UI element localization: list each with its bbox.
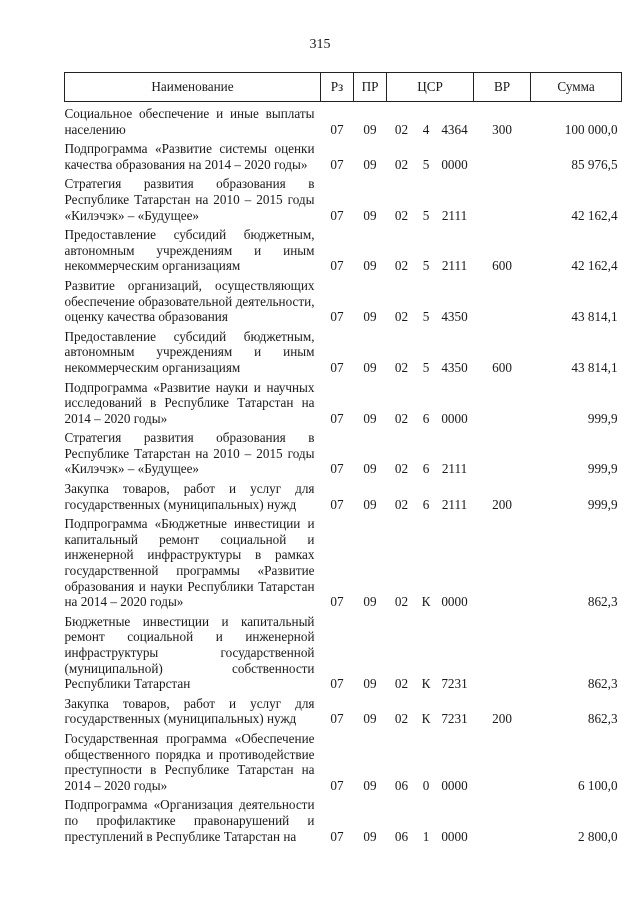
row-rz: 07 xyxy=(330,828,344,844)
row-csr-program: 02 xyxy=(394,258,409,274)
row-vr: 200 xyxy=(492,496,512,512)
table-row xyxy=(65,477,622,512)
row-name: Закупка товаров, работ и услуг для государственных (муниципальных) нужд xyxy=(64,695,315,727)
row-sum: 42 162,4 xyxy=(571,207,618,223)
row-sum: 862,3 xyxy=(587,594,618,610)
table-row xyxy=(65,137,622,172)
row-pr: 09 xyxy=(363,309,377,325)
row-csr-subprogram: К xyxy=(421,676,431,692)
row-csr-code: 4350 xyxy=(441,359,468,375)
row-csr-program: 02 xyxy=(394,359,409,375)
row-name: Социальное обеспечение и иные выплаты населению xyxy=(64,106,315,137)
row-rz: 07 xyxy=(330,410,344,426)
row-name: Предоставление субсидий бюджетным, автономным учреждениям и иным некоммерческим организациям xyxy=(64,328,315,375)
table-row xyxy=(65,793,622,844)
row-csr-code: 0000 xyxy=(441,410,468,426)
row-csr-subprogram: К xyxy=(421,711,431,727)
row-vr: 600 xyxy=(492,359,512,375)
table-header-row xyxy=(65,73,622,102)
header-sum: Сумма xyxy=(531,73,622,102)
row-sum: 43 814,1 xyxy=(571,359,618,375)
row-vr: 200 xyxy=(492,711,512,727)
table-row xyxy=(65,325,622,376)
table-row xyxy=(65,512,622,610)
row-csr-program: 06 xyxy=(394,777,409,793)
row-sum: 862,3 xyxy=(587,676,618,692)
row-sum: 6 100,0 xyxy=(577,777,618,793)
row-rz: 07 xyxy=(330,309,344,325)
row-pr: 09 xyxy=(363,461,377,477)
header-pr: ПР xyxy=(354,73,387,102)
row-csr-program: 02 xyxy=(394,676,409,692)
row-name: Предоставление субсидий бюджетным, автономным учреждениям и иным некоммерческим организациям xyxy=(64,227,315,274)
row-name: Подпрограмма «Организация деятельности по профилактике правонарушений и преступлений в Республике Татарстан на xyxy=(64,797,315,844)
row-pr: 09 xyxy=(363,711,377,727)
budget-table xyxy=(64,72,622,844)
row-rz: 07 xyxy=(330,359,344,375)
row-rz: 07 xyxy=(330,461,344,477)
row-rz: 07 xyxy=(330,711,344,727)
row-name: Развитие организаций, осуществляющих обеспечение образовательной деятельности, оценку качества образования xyxy=(64,277,315,325)
row-vr xyxy=(474,610,531,692)
row-pr: 09 xyxy=(363,121,377,137)
row-sum: 100 000,0 xyxy=(564,121,618,137)
row-sum: 43 814,1 xyxy=(571,309,618,325)
row-pr: 09 xyxy=(363,207,377,223)
row-pr: 09 xyxy=(363,828,377,844)
row-csr-code: 4364 xyxy=(441,121,468,137)
row-csr-subprogram: 6 xyxy=(422,496,430,512)
row-csr-subprogram: 6 xyxy=(422,410,430,426)
row-csr-program: 02 xyxy=(394,156,409,172)
row-csr-code: 0000 xyxy=(441,594,468,610)
row-vr: 300 xyxy=(492,121,512,137)
row-rz: 07 xyxy=(330,207,344,223)
table-body xyxy=(65,102,622,845)
row-csr-subprogram: К xyxy=(421,594,431,610)
row-pr: 09 xyxy=(363,410,377,426)
header-vr: ВР xyxy=(474,73,531,102)
row-rz: 07 xyxy=(330,777,344,793)
row-rz: 07 xyxy=(330,496,344,512)
row-pr: 09 xyxy=(363,496,377,512)
row-csr-program: 02 xyxy=(394,207,409,223)
row-csr-subprogram: 5 xyxy=(422,309,430,325)
row-csr-program: 06 xyxy=(394,828,409,844)
row-vr xyxy=(474,512,531,610)
row-csr-program: 02 xyxy=(394,594,409,610)
row-csr-subprogram: 1 xyxy=(422,828,430,844)
row-name: Стратегия развития образования в Республике Татарстан на 2010 – 2015 годы «Килэчэк» – «Будущее» xyxy=(64,430,315,477)
row-rz: 07 xyxy=(330,121,344,137)
row-csr-code: 4350 xyxy=(441,309,468,325)
row-csr-subprogram: 5 xyxy=(422,258,430,274)
row-csr-subprogram: 5 xyxy=(422,156,430,172)
row-pr: 09 xyxy=(363,156,377,172)
row-csr-code: 7231 xyxy=(441,676,468,692)
table-row xyxy=(65,426,622,477)
row-csr-code: 2111 xyxy=(441,258,468,274)
row-name: Государственная программа «Обеспечение общественного порядка и противодействие преступности в Республике Татарстан на 2014 – 2020 годы» xyxy=(64,730,315,793)
row-csr-program: 02 xyxy=(394,461,409,477)
table-row xyxy=(65,610,622,692)
row-name: Подпрограмма «Развитие науки и научных исследований в Республике Татарстан на 2014 – 2020 годы» xyxy=(64,379,315,426)
row-vr xyxy=(474,274,531,325)
row-pr: 09 xyxy=(363,777,377,793)
row-csr-program: 02 xyxy=(394,410,409,426)
header-name: Наименование xyxy=(65,73,321,102)
row-name: Бюджетные инвестиции и капитальный ремонт социальной и инженерной инфраструктуры государственной (муниципальной) собственности Республики Татарстан xyxy=(64,613,315,692)
row-csr-code: 0000 xyxy=(441,828,468,844)
header-rz: Рз xyxy=(321,73,354,102)
row-vr: 600 xyxy=(492,258,512,274)
table-row xyxy=(65,223,622,274)
row-sum: 862,3 xyxy=(587,711,618,727)
header-csr: ЦСР xyxy=(387,73,474,102)
row-rz: 07 xyxy=(330,676,344,692)
row-csr-subprogram: 6 xyxy=(422,461,430,477)
row-vr xyxy=(474,137,531,172)
row-pr: 09 xyxy=(363,676,377,692)
row-csr-code: 7231 xyxy=(441,711,468,727)
row-vr xyxy=(474,376,531,427)
row-rz: 07 xyxy=(330,258,344,274)
row-name: Подпрограмма «Развитие системы оценки качества образования на 2014 – 2020 годы» xyxy=(64,141,315,172)
row-csr-program: 02 xyxy=(394,496,409,512)
row-rz: 07 xyxy=(330,156,344,172)
row-csr-code: 2111 xyxy=(441,461,468,477)
row-sum: 85 976,5 xyxy=(571,156,618,172)
row-name: Подпрограмма «Бюджетные инвестиции и капитальный ремонт социальной и инженерной инфраструктуры в рамках государственной программы «Развитие образования и науки Республики Татарстан на 2014 – 2020 годы» xyxy=(64,516,315,610)
row-vr xyxy=(474,793,531,844)
row-csr-program: 02 xyxy=(394,309,409,325)
row-name: Закупка товаров, работ и услуг для государственных (муниципальных) нужд xyxy=(64,481,315,512)
row-sum: 999,9 xyxy=(587,496,618,512)
row-vr xyxy=(474,172,531,223)
row-sum: 2 800,0 xyxy=(577,828,618,844)
row-csr-subprogram: 5 xyxy=(422,359,430,375)
row-vr xyxy=(474,727,531,793)
page-number: 315 xyxy=(309,37,331,52)
row-csr-subprogram: 0 xyxy=(422,777,430,793)
row-csr-code: 0000 xyxy=(441,777,468,793)
row-csr-code: 2111 xyxy=(441,207,468,223)
table-row xyxy=(65,692,622,727)
row-pr: 09 xyxy=(363,359,377,375)
table-row xyxy=(65,274,622,325)
table-row xyxy=(65,102,622,138)
row-csr-code: 0000 xyxy=(441,156,468,172)
row-name: Стратегия развития образования в Республике Татарстан на 2010 – 2015 годы «Килэчэк» – «Будущее» xyxy=(64,176,315,223)
row-pr: 09 xyxy=(363,594,377,610)
table-row xyxy=(65,727,622,793)
row-csr-code: 2111 xyxy=(441,496,468,512)
table-row xyxy=(65,172,622,223)
row-sum: 999,9 xyxy=(587,410,618,426)
table-row xyxy=(65,376,622,427)
row-csr-program: 02 xyxy=(394,121,409,137)
row-csr-program: 02 xyxy=(394,711,409,727)
row-csr-subprogram: 4 xyxy=(422,121,430,137)
row-sum: 999,9 xyxy=(587,461,618,477)
row-sum: 42 162,4 xyxy=(571,258,618,274)
row-vr xyxy=(474,426,531,477)
row-rz: 07 xyxy=(330,594,344,610)
row-csr-subprogram: 5 xyxy=(422,207,430,223)
row-pr: 09 xyxy=(363,258,377,274)
